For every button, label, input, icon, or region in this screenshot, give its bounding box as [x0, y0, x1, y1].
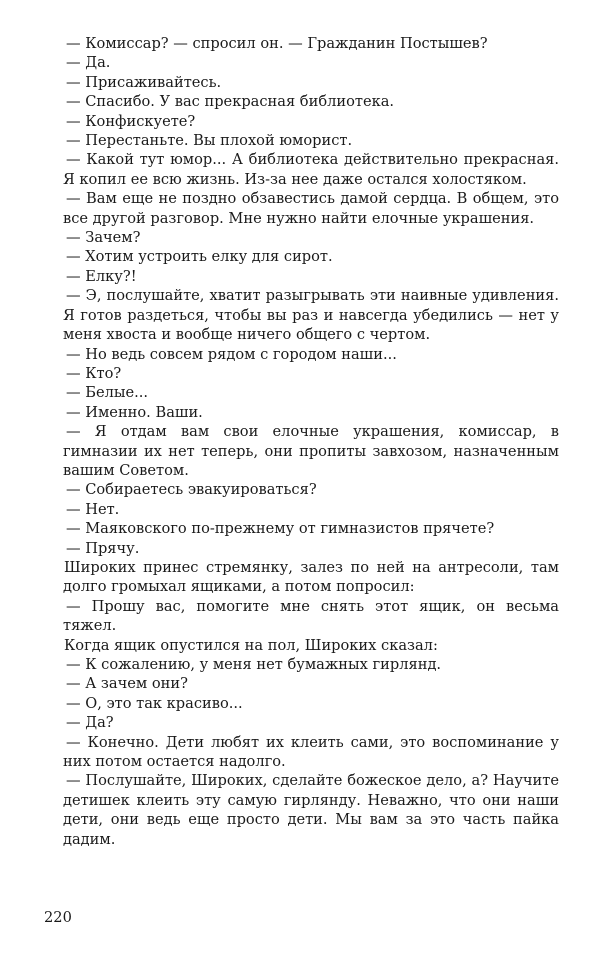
paragraph: Когда ящик опустился на пол, Широких сказал:: [64, 636, 438, 654]
paragraph: — Прошу вас, помогите мне снять этот ящик, он весьма тяжел.: [63, 597, 559, 635]
paragraph: — Именно. Ваши.: [66, 403, 203, 421]
paragraph: — Конфискуете?: [66, 112, 196, 130]
paragraph: — К сожалению, у меня нет бумажных гирлянд.: [66, 656, 442, 673]
paragraph: — Присаживайтесь.: [66, 73, 222, 91]
paragraph: — Кто?: [66, 364, 122, 382]
paragraph: — О, это так красиво...: [66, 694, 243, 712]
paragraph: — А зачем они?: [66, 675, 188, 693]
paragraph: — Я отдам вам свои елочные украшения, комиссар, в гимназии их нет теперь, они пропиты завхозом, назначенным вашим Советом.: [63, 423, 559, 479]
paragraph: — Какой тут юмор... А библиотека действительно прекрасная. Я копил ее всю жизнь. Из-за нее даже остался холостяком.: [63, 151, 559, 188]
paragraph: — Спасибо. У вас прекрасная библиотека.: [66, 93, 395, 111]
paragraph: — Конечно. Дети любят их клеить сами, это воспоминание у них потом остается надолго.: [63, 733, 559, 771]
paragraph: — Комиссар? — спросил он. — Гражданин Постышев?: [66, 35, 488, 52]
paragraph: — Вам еще не поздно обзавестись дамой сердца. В общем, это все другой разговор. Мне нужно найти елочные украшения.: [63, 190, 559, 227]
paragraph: Широких принес стремянку, залез по ней на антресоли, там долго громыхал ящиками, а потом попросил:: [63, 558, 559, 596]
paragraph: — Собираетесь эвакуироваться?: [66, 481, 317, 499]
page-text: [63, 34, 559, 849]
paragraph: — Да.: [66, 54, 111, 72]
paragraph: — Послушайте, Широких, сделайте божеское дело, а? Научите детишек клеить эту самую гирлянду. Неважно, что они наши дети, они ведь еще просто дети. Мы вам за это часть пайка дадим.: [63, 772, 559, 848]
page-number: 220: [44, 909, 72, 926]
paragraph: — Прячу.: [66, 539, 140, 557]
paragraph: — Да?: [66, 714, 114, 732]
paragraph: — Э, послушайте, хватит разыгрывать эти наивные удивления. Я готов раздеться, чтобы вы раз и навсегда убедились — нет у меня хвоста и вообще ничего общего с чертом.: [63, 287, 559, 344]
paragraph: — Белые...: [66, 384, 149, 402]
paragraph: — Зачем?: [66, 229, 141, 247]
paragraph: — Елку?!: [66, 267, 137, 285]
paragraph: — Нет.: [66, 500, 120, 518]
paragraph: — Перестаньте. Вы плохой юморист.: [66, 132, 353, 150]
paragraph: — Хотим устроить елку для сирот.: [66, 248, 333, 266]
paragraph: — Маяковского по-прежнему от гимназистов прячете?: [66, 520, 495, 538]
paragraph: — Но ведь совсем рядом с городом наши...: [66, 345, 397, 363]
